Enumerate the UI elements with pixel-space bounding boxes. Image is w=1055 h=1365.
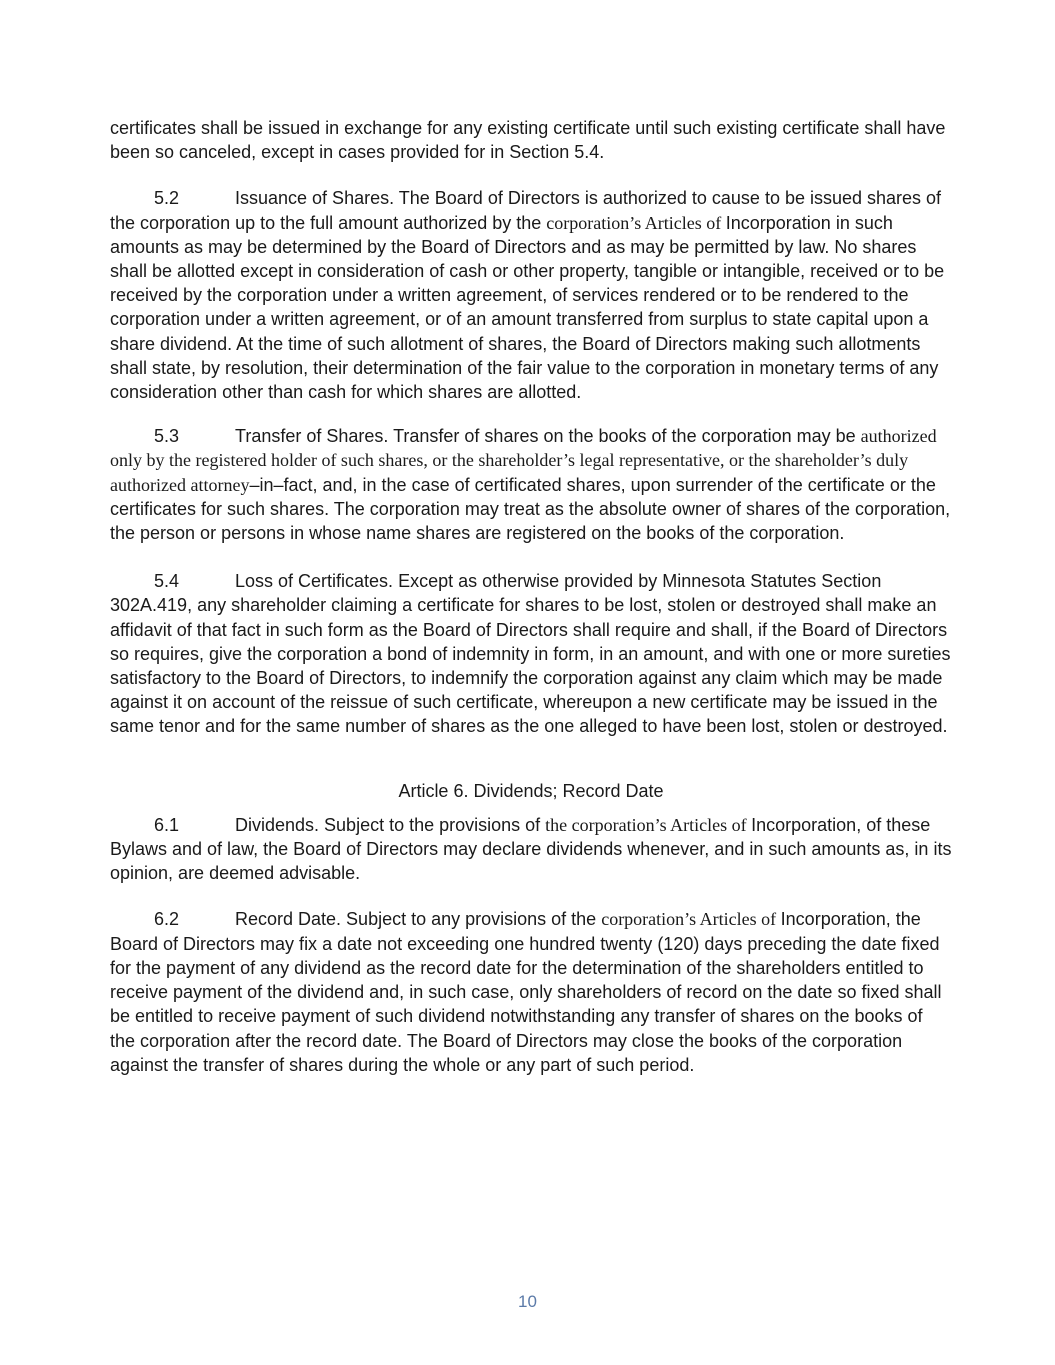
text-run: Dividends. Subject to the provisions of xyxy=(235,814,546,835)
text-run: Loss of Certificates. Except as otherwise provided by Minnesota Statutes Section 302A.419, any shareholder claiming a certificate for shares to be lost, stolen or destroyed shall make an affidavit of that fact in such form as the Board of Directors shall require and shall, if the Board of Directors so requires, give the corporation a bond of indemnity in form, in an amount, and with one or more sureties satisfactory to the Board of Directors, to indemnify the corporation against any claim which may be made against it on account of the reissue of such certificate, whereupon a new certificate may be issued in the same tenor and for the same number of shares as the one alleged to have been lost, stolen or destroyed. xyxy=(110,571,951,737)
article-6-heading: Article 6. Dividends; Record Date xyxy=(398,780,664,801)
section-5-3 xyxy=(110,424,952,545)
section-number: 5.2 xyxy=(154,188,180,209)
text-run: corporation’s Articles of xyxy=(546,212,726,233)
section-number: 5.4 xyxy=(154,571,180,592)
paragraph-continuation: certificates shall be issued in exchange for any existing certificate until such existing certificate shall have been so canceled, except in cases provided for in Section 5.4. xyxy=(110,118,946,163)
section-number: 6.2 xyxy=(154,909,180,930)
section-6-2 xyxy=(110,907,952,1076)
text-run: Record Date. Subject to any provisions of the xyxy=(235,909,602,930)
text-run: authorized only by the registered holder of such shares, or the shareholder’s legal representative, or the shareholder’s duly authorized attorney xyxy=(110,426,937,495)
text-run: Incorporation, the Board of Directors may fix a date not exceeding one hundred twenty (120) days preceding the date fixed for the payment of any dividend as the record date for the determination of the shareholders entitled to receive payment of the dividend and, in such case, only shareholders of record on the date so fixed shall be entitled to receive payment of such dividend notwithstanding any transfer of shares on the books of the corporation after the record date. The Board of Directors may close the books of the corporation against the transfer of shares during the whole or any part of such period. xyxy=(110,909,942,1075)
text-run: Transfer of Shares. Transfer of shares on the books of the corporation may be xyxy=(235,426,861,447)
text-run: Incorporation, of these Bylaws and of law, the Board of Directors may declare dividends whenever, and in such amounts as, in its opinion, are deemed advisable. xyxy=(110,814,952,884)
text-run: Issuance of Shares. The Board of Directors is authorized to cause to be issued shares of the corporation up to the full amount authorized by the xyxy=(110,188,942,233)
section-5-4 xyxy=(110,569,952,738)
section-number: 6.1 xyxy=(154,814,180,835)
text-run: the corporation’s Articles of xyxy=(545,814,752,835)
page-number: 10 xyxy=(518,1292,537,1311)
page-content xyxy=(110,116,952,1077)
text-run: corporation’s Articles of xyxy=(601,909,781,930)
text-run: Incorporation in such amounts as may be determined by the Board of Directors and as may be permitted by law. No shares shall be allotted except in consideration of cash or other property, tangible or intangible, received or to be received by the corporation under a written agreement, of services rendered or to be rendered to the corporation under a written agreement, or of an amount transferred from surplus to state capital upon a share dividend. At the time of such allotment of shares, the Board of Directors making such allotments shall state, by resolution, their determination of the fair value to the corporation in monetary terms of any consideration other than cash for which shares are allotted. xyxy=(110,212,945,403)
section-6-1 xyxy=(110,813,952,886)
section-5-2 xyxy=(110,186,952,404)
section-number: 5.3 xyxy=(154,426,180,447)
text-run: –in–fact, and, in the case of certificated shares, upon surrender of the certificate or the certificates for such shares. The corporation may treat as the absolute owner of shares of the corporation, the person or persons in whose name shares are registered on the books of the corporation. xyxy=(110,474,951,544)
